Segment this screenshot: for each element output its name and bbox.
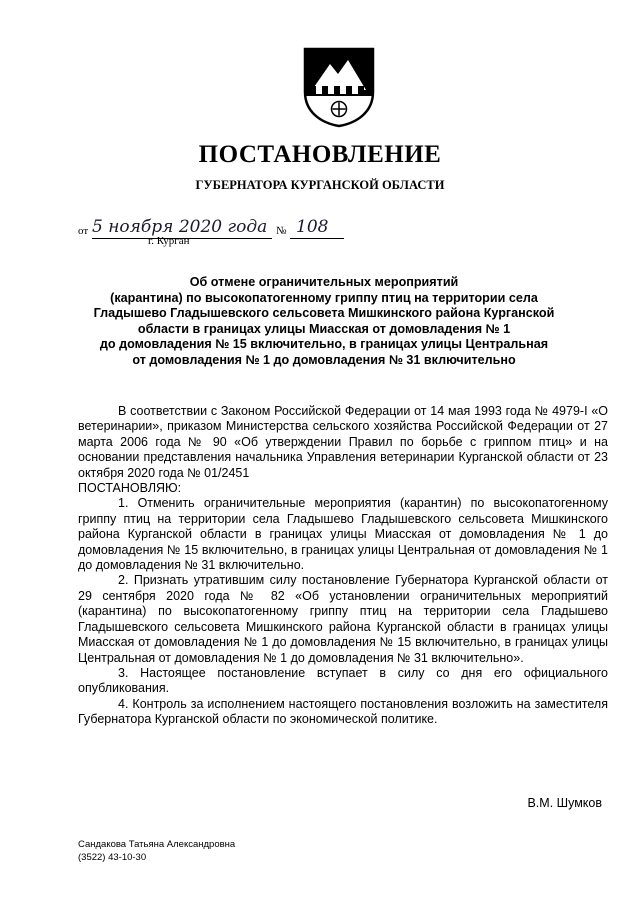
heading-line: Гладышево Гладышевского сельсовета Мишкинского района Курганской xyxy=(93,306,555,321)
footer-contact xyxy=(78,838,235,864)
preamble-paragraph: В соответствии с Законом Российской Федерации от 14 мая 1993 года № 4979-I «О ветеринарии», приказом Министерства сельского хозяйства Российской Федерации от 27 марта 2006 года № 90 «Об утверждении Правил по борьбе с гриппом птиц» и на основании представления начальника Управления ветеринарии Курганской области от 23 октября 2020 года № 01/2451 xyxy=(78,404,608,480)
heading-line: (карантина) по высокопатогенному гриппу птиц на территории села xyxy=(110,290,538,305)
number-underline xyxy=(290,238,344,239)
footer-author: Сандакова Татьяна Александровна xyxy=(78,839,236,850)
document-subtitle: ГУБЕРНАТОРА КУРГАНСКОЙ ОБЛАСТИ xyxy=(195,178,445,192)
heading-line: от домовладения № 1 до домовладения № 31 включительно xyxy=(132,352,516,367)
decree-word: ПОСТАНОВЛЯЮ: xyxy=(78,481,182,496)
item-2-paragraph: 2. Признать утратившим силу постановление Губернатора Курганской области от 29 сентября 2020 года № 82 «Об установлении ограничительных мероприятий (карантина) по высокопатогенному гриппу птиц на территории села Гладышево Гладышевского сельсовета Мишкинского района Курганской области в границах улицы Миасская от домовладения № 1 до домовладения № 15 включительно, в границах улицы Центральная от домовладения № 1 до домовладения № 31 включительно». xyxy=(78,573,608,665)
item-4-paragraph: 4. Контроль за исполнением настоящего постановления возложить на заместителя Губернатора Курганской области по экономической политике. xyxy=(78,696,608,727)
handwritten-date: 5 ноября 2020 года xyxy=(92,217,268,237)
document-title: ПОСТАНОВЛЕНИЕ xyxy=(198,141,442,168)
item-1-paragraph: 1. Отменить ограничительные мероприятия (карантин) по высокопатогенному гриппу птиц на территории села Гладышево Гладышевского сельсовета Мишкинского района Курганской области в границах улицы Миасская от домовладения № 1 до домовладения № 15 включительно, в границах улицы Центральная от домовладения № 1 до домовладения № 31 включительно. xyxy=(78,496,608,573)
handwritten-number: 108 xyxy=(296,217,329,237)
date-number-row xyxy=(78,217,348,258)
date-prefix: от xyxy=(78,225,89,237)
footer-phone: (3522) 43-10-30 xyxy=(78,852,147,863)
signature-name: В.М. Шумков xyxy=(527,796,602,810)
heading-line: до домовладения № 15 включительно, в границах улицы Центральная xyxy=(99,337,549,352)
document-body xyxy=(78,404,608,728)
heading-line: области в границах улицы Миасская от домовладения № 1 xyxy=(137,321,511,336)
item-3-paragraph: 3. Настоящее постановление вступает в силу со дня его официального опубликования. xyxy=(78,665,608,696)
heading-line: Об отмене ограничительных мероприятий xyxy=(189,275,459,289)
document-heading xyxy=(70,275,578,369)
number-prefix: № xyxy=(276,225,287,237)
coat-of-arms-icon xyxy=(302,46,376,128)
city-label: г. Курган xyxy=(148,235,190,247)
